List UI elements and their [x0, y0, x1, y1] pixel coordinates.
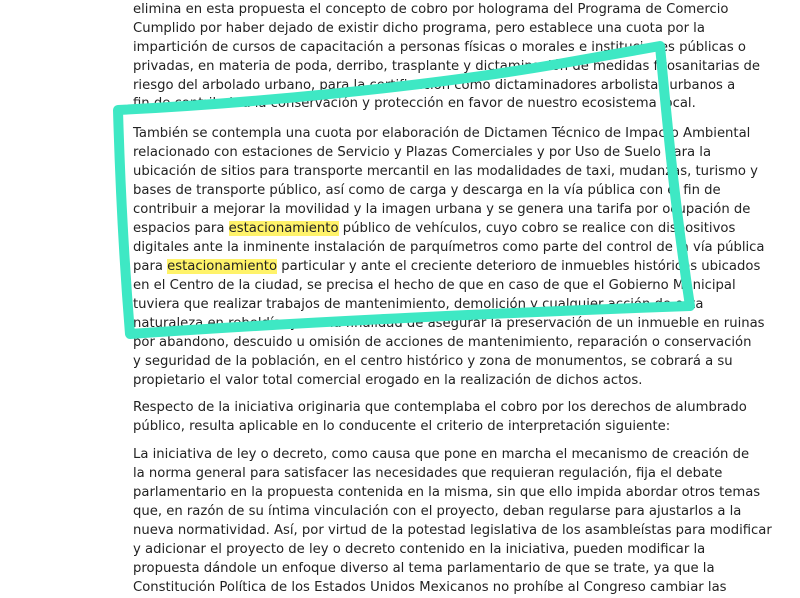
text-fragment: particular y ante el creciente deterioro de inmuebles históricos ubicados — [277, 259, 761, 274]
text-line: la norma general para satisfacer las necesidades que requieran regulación, fija el debate — [133, 466, 723, 481]
text-line — [133, 257, 761, 277]
text-line: que, en razón de su íntima vinculación con el proyecto, deban regularse para ajustarlos a la — [133, 504, 742, 519]
text-line: relacionado con estaciones de Servicio y Plazas Comerciales y por Uso de Suelo para la — [133, 145, 712, 160]
text-line: Cumplido por haber dejado de existir dicho programa, pero establece una cuota por la — [133, 21, 705, 36]
text-line: También se contempla una cuota por elaboración de Dictamen Técnico de Impacto Ambiental — [133, 126, 751, 141]
text-line: nueva normatividad. Así, por virtud de la potestad legislativa de los asambleístas para modificar — [133, 523, 772, 538]
text-line: parlamentario en la propuesta contenida en la misma, sin que ello impida abordar otros temas — [133, 485, 761, 500]
text-line: propuesta dándole un enfoque diverso al tema parlamentario de que se trate, ya que la — [133, 561, 715, 576]
text-line: propietario el valor total comercial erogado en la realización de dichos actos. — [133, 373, 643, 388]
text-line: naturaleza en rebeldía y con la finalidad de asegurar la preservación de un inmueble en ruinas — [133, 316, 765, 331]
text-fragment: espacios para — [133, 221, 229, 236]
text-line: impartición de cursos de capacitación a personas físicas o morales e instituciones públicas o — [133, 40, 746, 55]
text-line: público, resulta aplicable en lo conducente el criterio de interpretación siguiente: — [133, 419, 671, 434]
text-line — [133, 219, 736, 239]
text-line: en el Centro de la ciudad, se precisa el hecho de que en caso de que el Gobierno Municipal — [133, 278, 736, 293]
highlighted-word: estacionamiento — [228, 221, 339, 236]
text-line: elimina en esta propuesta el concepto de cobro por holograma del Programa de Comercio — [133, 2, 729, 17]
text-line: y adicionar el proyecto de ley o decreto contenido en la iniciativa, pueden modificar la — [133, 542, 706, 557]
text-line: fin de contribuir a la conservación y protección en favor de nuestro ecosistema local. — [133, 96, 696, 111]
text-line: y seguridad de la población, en el centro histórico y zona de monumentos, se cobrará a su — [133, 354, 733, 369]
text-line: digitales ante la inminente instalación de parquímetros como parte del control de la vía pública — [133, 240, 765, 255]
text-line: Constitución Política de los Estados Unidos Mexicanos no prohíbe al Congreso cambiar las — [133, 580, 727, 595]
text-line: La iniciativa de ley o decreto, como causa que pone en marcha el mecanismo de creación de — [133, 447, 750, 462]
text-line: riesgo del arbolado urbano, para la certificación como dictaminadores arbolistas urbanos a — [133, 78, 736, 93]
text-line: privadas, en materia de poda, derribo, trasplante y dictaminación de medidas fitosanitarias de — [133, 59, 760, 74]
text-line: por abandono, descuido u omisión de acciones de mantenimiento, reparación o conservación — [133, 335, 752, 350]
text-line: contribuir a mejorar la movilidad y la imagen urbana y se genera una tarifa por ocupación de — [133, 202, 751, 217]
text-line: tuviera que realizar trabajos de mantenimiento, demolición y cualquier acción de esta — [133, 297, 704, 312]
text-line: ubicación de sitios para transporte mercantil en las modalidades de taxi, mudanzas, turismo y — [133, 164, 758, 179]
text-fragment: para — [133, 259, 168, 274]
text-line: Respecto de la iniciativa originaria que contemplaba el cobro por los derechos de alumbrado — [133, 400, 747, 415]
text-line: bases de transporte público, así como de carga y descarga en la vía pública con el fin de — [133, 183, 721, 198]
text-fragment: público de vehículos, cuyo cobro se realice con dispositivos — [338, 221, 736, 236]
highlighted-word: estacionamiento — [167, 259, 278, 274]
